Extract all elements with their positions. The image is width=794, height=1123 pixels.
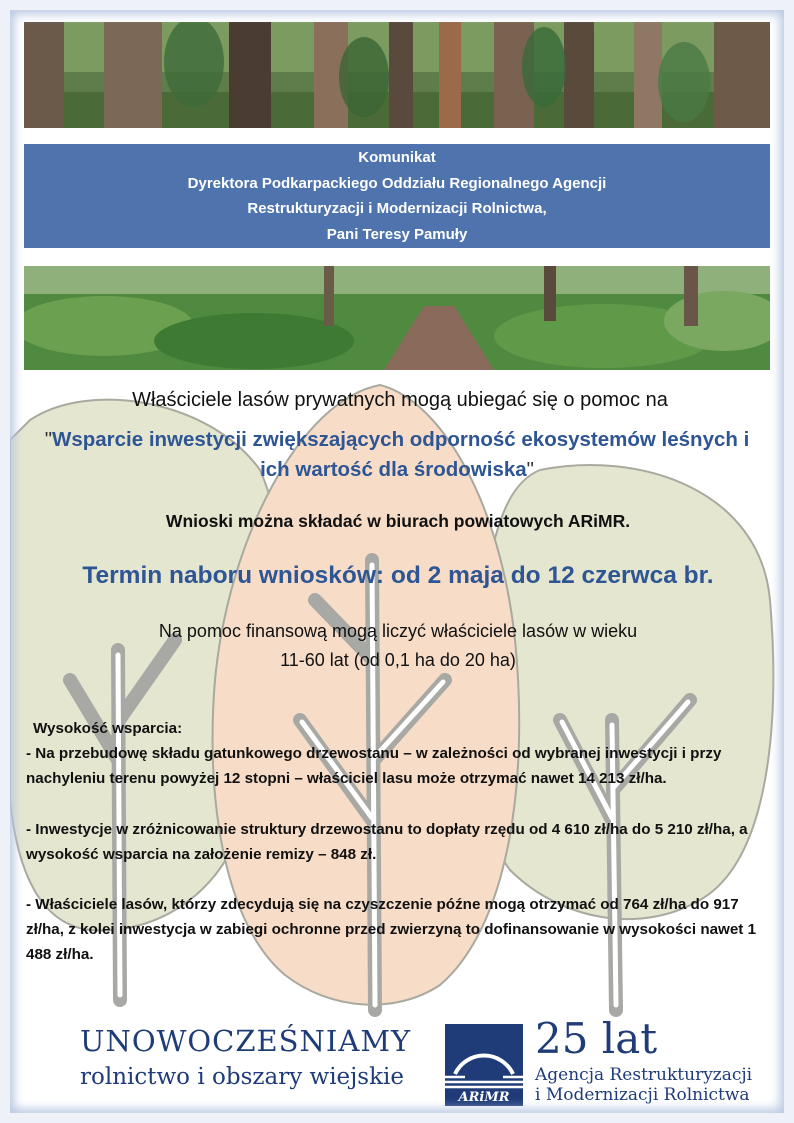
agency-line-1: Agencja Restrukturyzacji [535,1065,753,1085]
slogan-line-1: UNOWOCZEŚNIAMY [80,1024,412,1058]
banner-line-1: Komunikat [358,149,436,166]
apply-info: Wnioski można składać w biurach powiatowych ARiMR. [165,511,631,531]
support-section [26,716,774,968]
program-title-text: Wsparcie inwestycji zwiększających odporność ekosystemów leśnych i ich wartość dla środowiska [52,428,750,481]
forest-path-photo [24,266,770,370]
support-item-1: - Na przebudowę składu gatunkowego drzewostanu – w zależności od wybranej inwestycji i przy nachyleniu terenu powyżej 12 stopni – właściciel lasu może otrzymać nawet 14 213 zł/ha. [26,745,722,788]
announcement-banner [24,144,770,248]
banner-line-2: Dyrektora Podkarpackiego Oddziału Regionalnego Agencji [187,174,607,192]
eligibility-text [60,617,736,675]
program-title [30,425,764,485]
banner-line-3: Restrukturyzacji i Modernizacji Rolnictwa, [247,200,547,217]
arimr-logo [445,1024,523,1106]
support-item-3: - Właściciele lasów, którzy zdecydują się na czyszczenie późne mogą otrzymać od 764 zł/ha do 917 zł/ha, z kolei inwestycja w zabiegi ochronne przed zwierzyną to dofinansowanie w wysokości nawet 1 488 zł/ha. [26,896,757,964]
program-close-quote: " [526,458,534,481]
anniversary-block [535,1013,752,1105]
anniversary-years: 25 lat [535,1014,658,1063]
slogan [80,1024,411,1090]
forest-trunks-photo [24,22,770,128]
eligibility-line-2: 11-60 lat (od 0,1 ha do 20 ha) [280,650,516,670]
support-item-2: - Inwestycje w zróżnicowanie struktury drzewostanu to dopłaty rzędu od 4 610 zł/ha do 5 210 zł/ha, a wysokość wsparcia na założenie remizy – 848 zł. [26,820,748,863]
support-heading: Wysokość wsparcia: [33,720,183,737]
logo-text: ARiMR [458,1090,510,1105]
intro-text: Właściciele lasów prywatnych mogą ubiegać się o pomoc na [132,389,668,411]
program-open-quote: " [44,428,52,451]
slogan-line-2: rolnictwo i obszary wiejskie [80,1064,404,1090]
deadline-heading: Termin naboru wniosków: od 2 maja do 12 czerwca br. [82,562,714,589]
agency-line-2: i Modernizacji Rolnictwa [535,1085,750,1105]
banner-line-4: Pani Teresy Pamuły [326,225,468,243]
eligibility-line-1: Na pomoc finansową mogą liczyć właściciele lasów w wieku [158,621,638,641]
